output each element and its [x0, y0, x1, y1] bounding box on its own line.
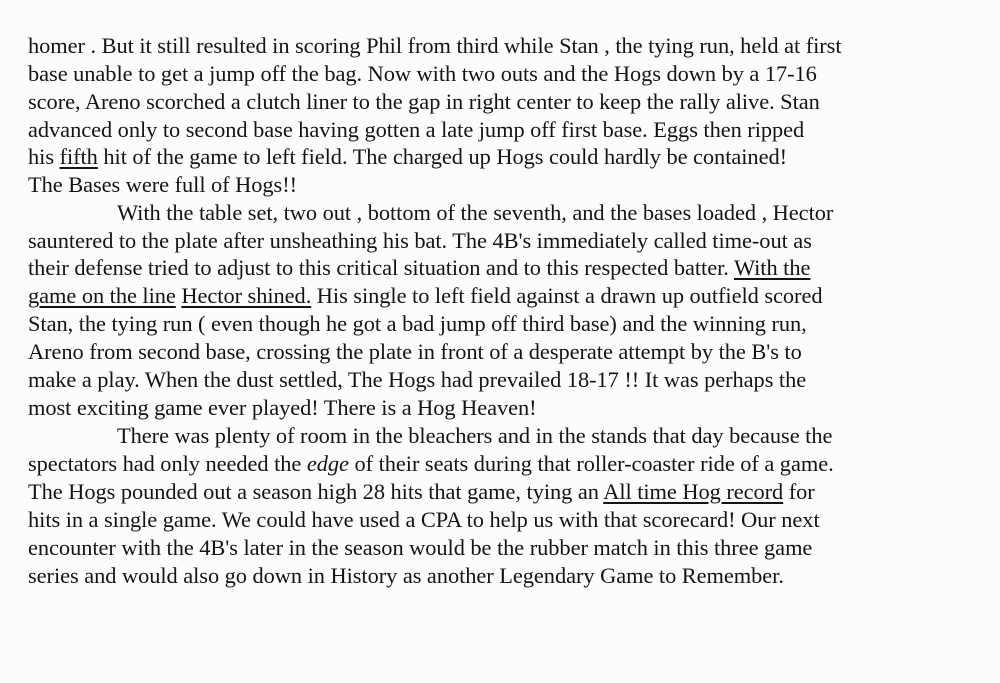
text-line: The Bases were full of Hogs!!: [28, 172, 298, 197]
text-line: sauntered to the plate after unsheathing his bat. The 4B's immediately called time-out as: [28, 228, 812, 253]
text-line: homer . But it still resulted in scoring Phil from third while Stan , the tying run, held at first: [28, 33, 842, 58]
underlined-text: All time Hog record: [603, 479, 784, 504]
text-line: [28, 282, 822, 310]
text-segment: hit of the game to left field. The charged up Hogs could hardly be contained!: [97, 144, 788, 169]
text-line: [28, 254, 810, 282]
text-line: hits in a single game. We could have used a CPA to help us with that scorecard! Our next: [28, 507, 820, 532]
text-line: most exciting game ever played! There is a Hog Heaven!: [28, 395, 537, 420]
text-line: There was plenty of room in the bleachers and in the stands that day because the: [117, 423, 833, 448]
italic-text: edge: [306, 451, 349, 476]
text-segment: The Hogs pounded out a season high 28 hits that game, tying an: [28, 479, 604, 504]
text-line: [28, 450, 834, 478]
underlined-text: game on the line: [28, 283, 176, 308]
text-line: Areno from second base, crossing the plate in front of a desperate attempt by the B's to: [28, 339, 802, 364]
text-line: score, Areno scorched a clutch liner to the gap in right center to keep the rally alive. Stan: [28, 89, 820, 114]
text-line: make a play. When the dust settled, The Hogs had prevailed 18-17 !! It was perhaps the: [28, 367, 807, 392]
text-line: [28, 143, 787, 171]
underlined-text: Hector shined.: [181, 283, 312, 308]
text-line: With the table set, two out , bottom of the seventh, and the bases loaded , Hector: [117, 200, 834, 225]
text-segment: his: [28, 144, 60, 169]
underlined-text: With the: [733, 255, 811, 280]
text-line: series and would also go down in History as another Legendary Game to Remember.: [28, 563, 784, 588]
text-segment: for: [783, 479, 815, 504]
text-segment: of their seats during that roller-coaster ride of a game.: [348, 451, 834, 476]
text-segment: His single to left field against a drawn up outfield scored: [311, 283, 823, 308]
text-line: base unable to get a jump off the bag. Now with two outs and the Hogs down by a 17-16: [28, 61, 817, 86]
text-line: [28, 478, 815, 506]
text-segment: their defense tried to adjust to this critical situation and to this respected batter.: [28, 255, 734, 280]
text-line: Stan, the tying run ( even though he got a bad jump off third base) and the winning run,: [28, 311, 807, 336]
text-segment: spectators had only needed the: [28, 451, 307, 476]
text-line: advanced only to second base having gotten a late jump off first base. Eggs then ripped: [28, 117, 805, 142]
underlined-text: fifth: [59, 144, 98, 169]
text-line: encounter with the 4B's later in the season would be the rubber match in this three game: [28, 535, 813, 560]
